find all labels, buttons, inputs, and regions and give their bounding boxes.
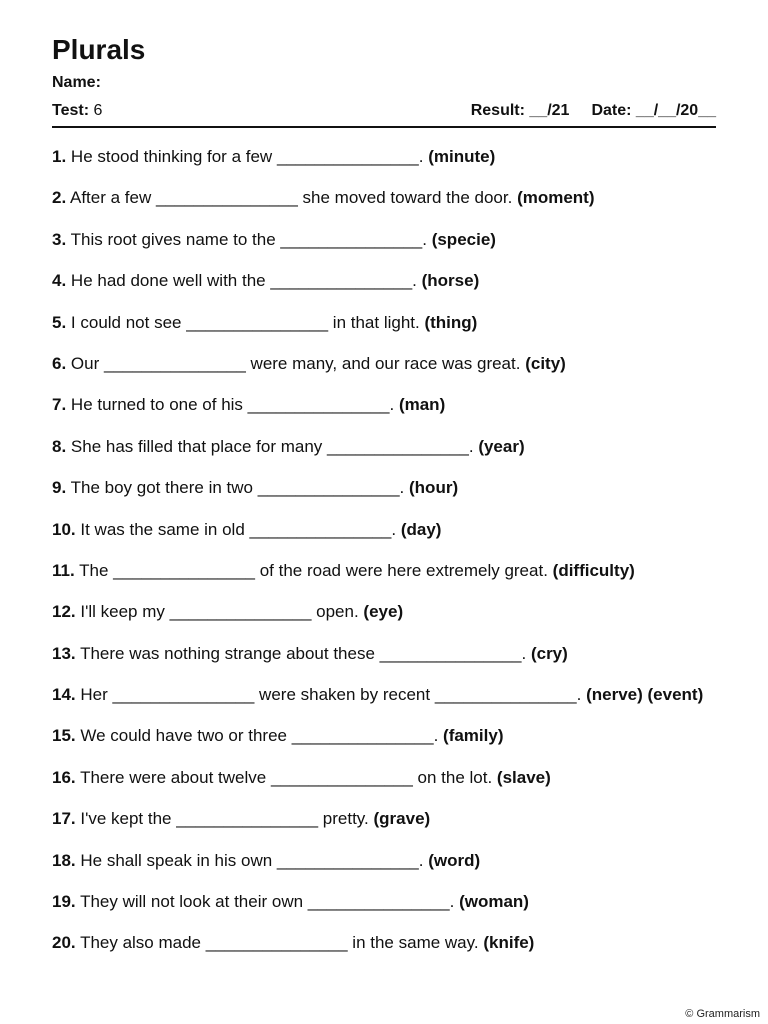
question-hint: (horse) xyxy=(421,271,480,291)
question-hint: (man) xyxy=(398,395,446,415)
question-number: 2. xyxy=(52,188,67,208)
question-item xyxy=(52,643,716,665)
question-text: were many, and our race was great. xyxy=(245,353,521,373)
question-item xyxy=(52,312,716,334)
question-text: . xyxy=(521,643,527,663)
question-hint: (slave) xyxy=(496,767,551,787)
answer-blank[interactable]: _______________ xyxy=(434,685,577,705)
result-value: __/21 xyxy=(529,102,570,119)
question-text: There were about twelve xyxy=(80,767,271,787)
question-hint: (thing) xyxy=(424,312,478,332)
question-number: 3. xyxy=(52,229,67,249)
question-item xyxy=(52,808,716,830)
question-number: 4. xyxy=(52,271,67,291)
question-item xyxy=(52,270,716,292)
question-item xyxy=(52,932,716,954)
question-text: . xyxy=(391,519,397,539)
result-date-group xyxy=(471,100,716,122)
question-text: Her xyxy=(80,685,113,705)
question-text: . xyxy=(449,892,455,912)
answer-blank[interactable]: _______________ xyxy=(280,229,423,249)
question-text: He turned to one of his xyxy=(70,395,248,415)
answer-blank[interactable]: _______________ xyxy=(276,147,419,166)
question-text: She has filled that place for many xyxy=(70,436,328,456)
answer-blank[interactable]: _______________ xyxy=(257,478,400,498)
question-hint: (hour) xyxy=(409,478,459,498)
answer-blank[interactable]: _______________ xyxy=(249,519,392,539)
question-hint: (nerve) (event) xyxy=(586,685,704,705)
answer-blank[interactable]: _______________ xyxy=(169,602,312,622)
question-item xyxy=(52,436,716,458)
test-info xyxy=(52,100,102,122)
question-number: 17. xyxy=(52,809,76,829)
question-text: . xyxy=(468,436,474,456)
question-hint: (day) xyxy=(400,519,442,539)
question-item xyxy=(52,684,716,706)
question-number: 14. xyxy=(52,685,76,705)
question-item xyxy=(52,146,716,168)
worksheet xyxy=(52,30,716,974)
question-text: in that light. xyxy=(328,312,420,332)
question-item xyxy=(52,560,716,582)
question-item xyxy=(52,850,716,872)
question-text: After a few xyxy=(69,188,156,208)
question-text: . xyxy=(399,478,405,498)
answer-blank[interactable]: _______________ xyxy=(113,560,255,580)
answer-blank[interactable]: _______________ xyxy=(186,312,329,332)
question-item xyxy=(52,353,716,375)
question-number: 6. xyxy=(52,353,67,373)
question-text: The boy got there in two xyxy=(70,478,258,498)
question-item xyxy=(52,519,716,541)
test-info-row xyxy=(52,100,716,128)
answer-blank[interactable]: _______________ xyxy=(247,395,390,415)
copyright-footer: © Grammarism xyxy=(685,1008,760,1020)
question-hint: (woman) xyxy=(459,892,529,912)
question-text: I could not see xyxy=(70,312,187,332)
question-number: 20. xyxy=(52,933,76,953)
question-number: 1. xyxy=(52,147,67,166)
question-hint: (year) xyxy=(478,436,525,456)
question-hint: (family) xyxy=(443,726,504,746)
question-text: The xyxy=(79,560,114,580)
question-hint: (moment) xyxy=(517,188,595,208)
answer-blank[interactable]: _______________ xyxy=(270,767,413,787)
question-text: They also made xyxy=(80,933,206,953)
answer-blank[interactable]: _______________ xyxy=(276,850,419,870)
result-label: Result: xyxy=(470,102,525,119)
question-number: 16. xyxy=(52,767,76,787)
question-hint: (specie) xyxy=(431,229,496,249)
question-hint: (difficulty) xyxy=(552,560,635,580)
date-info xyxy=(591,100,716,122)
question-number: 5. xyxy=(52,312,67,332)
answer-blank[interactable]: _______________ xyxy=(270,271,413,291)
question-hint: (knife) xyxy=(483,933,535,953)
test-label: Test: xyxy=(52,102,90,119)
question-text: There was nothing strange about these xyxy=(80,643,380,663)
question-text: It was the same in old xyxy=(80,519,250,539)
question-item xyxy=(52,394,716,416)
question-text: He had done well with the xyxy=(70,271,271,291)
question-hint: (grave) xyxy=(373,809,431,829)
question-hint: (word) xyxy=(428,850,481,870)
question-hint: (minute) xyxy=(428,147,496,166)
answer-blank[interactable]: _______________ xyxy=(307,892,450,912)
question-text: open. xyxy=(311,602,359,622)
question-number: 10. xyxy=(52,519,76,539)
result-info xyxy=(471,100,570,122)
question-text: . xyxy=(389,395,395,415)
answer-blank[interactable]: _______________ xyxy=(379,643,522,663)
question-item xyxy=(52,187,716,209)
question-text: I've kept the xyxy=(80,809,177,829)
question-text: He stood thinking for a few xyxy=(70,147,277,166)
question-text: . xyxy=(576,685,582,705)
question-text: . xyxy=(422,229,427,249)
question-item xyxy=(52,891,716,913)
answer-blank[interactable]: _______________ xyxy=(291,726,434,746)
question-text: Our xyxy=(70,353,104,373)
name-field xyxy=(52,72,716,94)
question-text: were shaken by recent xyxy=(254,685,435,705)
answer-blank[interactable]: _______________ xyxy=(327,436,469,456)
question-text: on the lot. xyxy=(412,767,493,787)
question-number: 9. xyxy=(52,478,67,498)
question-text: They will not look at their own xyxy=(80,892,308,912)
question-item xyxy=(52,601,716,623)
question-item xyxy=(52,767,716,789)
answer-blank[interactable]: _______________ xyxy=(205,933,348,953)
question-text: she moved toward the door. xyxy=(297,188,513,208)
question-text: . xyxy=(412,271,417,291)
question-text: We could have two or three xyxy=(80,726,292,746)
question-number: 19. xyxy=(52,892,76,912)
test-value: 6 xyxy=(93,102,103,119)
question-text: I'll keep my xyxy=(80,602,170,622)
question-text: . xyxy=(433,726,439,746)
question-item xyxy=(52,229,716,251)
question-number: 12. xyxy=(52,602,76,622)
question-text: of the road were here extremely great. xyxy=(254,560,548,580)
name-label: Name: xyxy=(52,74,101,91)
question-number: 13. xyxy=(52,643,76,663)
question-number: 18. xyxy=(52,850,76,870)
question-text: . xyxy=(418,850,424,870)
question-hint: (city) xyxy=(525,353,566,373)
date-value: __/__/20__ xyxy=(635,102,716,119)
answer-blank[interactable]: _______________ xyxy=(112,685,255,705)
question-hint: (eye) xyxy=(363,602,404,622)
question-item xyxy=(52,725,716,747)
question-text: He shall speak in his own xyxy=(80,850,277,870)
page-title: Plurals xyxy=(52,34,146,65)
question-hint: (cry) xyxy=(530,643,568,663)
question-text: . xyxy=(418,147,424,166)
answer-blank[interactable]: _______________ xyxy=(176,809,319,829)
question-number: 8. xyxy=(52,436,67,456)
question-number: 15. xyxy=(52,726,76,746)
answer-blank[interactable]: _______________ xyxy=(155,188,298,208)
question-text: pretty. xyxy=(318,809,369,829)
question-number: 11. xyxy=(52,560,75,580)
question-list xyxy=(52,146,716,954)
question-number: 7. xyxy=(52,395,67,415)
date-label: Date: xyxy=(591,102,632,119)
question-text: in the same way. xyxy=(347,933,479,953)
question-text: This root gives name to the xyxy=(70,229,281,249)
answer-blank[interactable]: _______________ xyxy=(103,353,246,373)
question-item xyxy=(52,477,716,499)
